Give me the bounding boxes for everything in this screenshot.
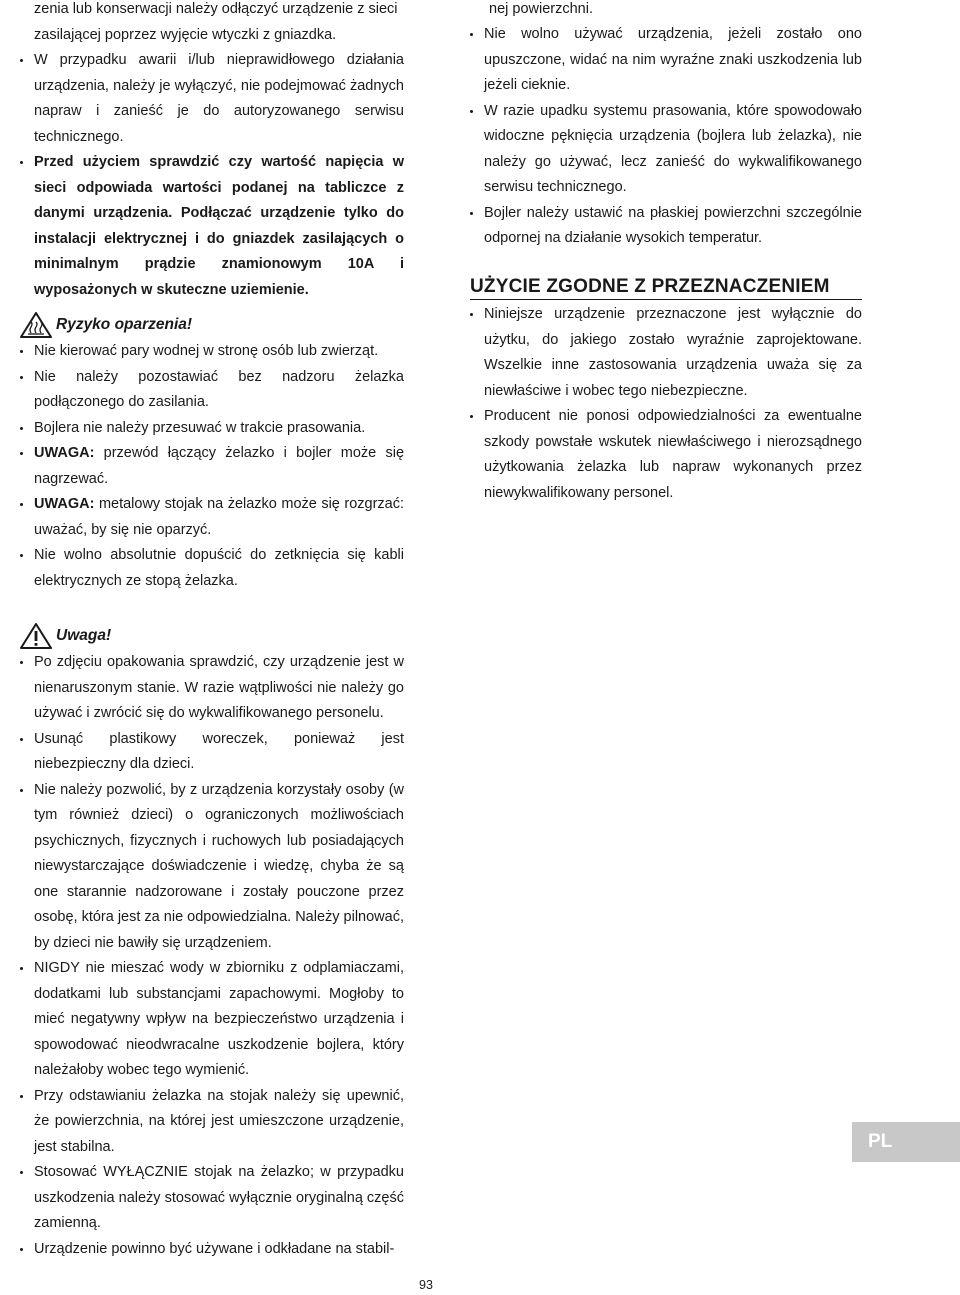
list-item: W przypadku awarii i/lub nieprawidłowego działania urządzenia, należy je wyłączyć, nie podejmować żadnych napraw i zanieść je do autoryzowanego serwisu technicznego. xyxy=(20,48,404,150)
text-line: zenia lub konserwacji należy odłączyć urządzenie z sieci xyxy=(34,1,398,17)
continued-text xyxy=(489,0,862,23)
list-item: Producent nie ponosi odpowiedzialności za ewentualne szkody powstałe wskutek niewłaściwego i nierozsądnego użytkowania żelazka lub napraw wykonanych przez niewykwalifikowany personel. xyxy=(470,404,862,506)
text-line: zasilającej poprzez wyjęcie wtyczki z gniazdka. xyxy=(34,26,337,43)
item-text: przewód łączący żelazko i bojler może się nagrzewać. xyxy=(34,445,405,487)
list-item: W razie upadku systemu prasowania, które spowodowało widoczne pęknięcia urządzenia (bojlera lub żelazka), nie należy go używać, lecz zanieść do wykwalifikowanego serwisu technicznego. xyxy=(470,99,862,201)
general-warning-section xyxy=(20,622,404,1262)
list-item: Nie wolno używać urządzenia, jeżeli zostało ono upuszczone, widać na nim wyraźne znaki uszkodzenia lub jeżeli cieknie. xyxy=(470,22,862,99)
list-item xyxy=(20,492,404,543)
safety-list xyxy=(20,48,404,303)
exclamation-warning-icon xyxy=(20,623,52,649)
list-item: Przed użyciem sprawdzić czy wartość napięcia w sieci odpowiada wartości podanej na tabliczce z danymi urządzenia. Podłączać urządzenie tylko do instalacji elektrycznej i do gniazdek zasilających o minimalnym prądzie znamionowym 10A i wyposażonych w skuteczne uziemienie. xyxy=(20,150,404,303)
general-warning-heading xyxy=(20,622,404,650)
burn-warning-section xyxy=(20,311,404,594)
section-heading: UŻYCIE ZGODNE Z PRZEZNACZENIEM xyxy=(470,276,862,300)
list-item: Nie należy pozostawiać bez nadzoru żelazka podłączonego do zasilania. xyxy=(20,365,404,416)
list-item: Bojlera nie należy przesuwać w trakcie prasowania. xyxy=(20,416,404,442)
list-item: Nie wolno absolutnie dopuścić do zetknięcia się kabli elektrycznych ze stopą żelazka. xyxy=(20,543,404,594)
uwaga-label: UWAGA: xyxy=(34,445,95,461)
page-number: 93 xyxy=(419,1278,433,1292)
text-line: nej powierzchni. xyxy=(489,1,593,17)
hot-surface-warning-icon xyxy=(20,312,52,338)
list-item: Po zdjęciu opakowania sprawdzić, czy urządzenie jest w nienaruszonym stanie. W razie wątpliwości nie należy go używać i zwrócić się do wykwalifikowanego personelu. xyxy=(20,650,404,727)
list-item: Bojler należy ustawić na płaskiej powierzchni szczególnie odpornej na działanie wysokich temperatur. xyxy=(470,201,862,252)
list-item xyxy=(20,441,404,492)
language-badge: PL xyxy=(852,1122,960,1162)
list-item: Nie kierować pary wodnej w stronę osób lub zwierząt. xyxy=(20,339,404,365)
list-item: Urządzenie powinno być używane i odkładane na stabil- xyxy=(20,1237,404,1263)
uwaga-label: UWAGA: xyxy=(34,496,95,512)
item-text: metalowy stojak na żelazko może się rozgrzać: uważać, by się nie oparzyć. xyxy=(34,496,404,538)
continued-text xyxy=(34,0,404,48)
burn-warning-title: Ryzyko oparzenia! xyxy=(56,316,193,333)
list-item: Niniejsze urządzenie przeznaczone jest wyłącznie do użytku, do jakiego zostało wyraźnie zaprojektowane. Wszelkie inne zastosowania urządzenia uważa się za niewłaściwe i wobec tego niebezpieczne. xyxy=(470,302,862,404)
list-item: Usunąć plastikowy woreczek, ponieważ jest niebezpieczny dla dzieci. xyxy=(20,727,404,778)
intended-use-section xyxy=(470,276,862,506)
burn-warning-heading xyxy=(20,311,404,339)
general-warning-title: Uwaga! xyxy=(56,627,112,644)
list-item: NIGDY nie mieszać wody w zbiorniku z odplamiaczami, dodatkami lub substancjami zapachowymi. Mogłoby to mieć negatywny wpływ na bezpieczeństwo urządzenia i spowodować nieodwracalne uszkodzenie bojlera, który należałoby wobec tego wymienić. xyxy=(20,956,404,1084)
list-item: Przy odstawianiu żelazka na stojak należy się upewnić, że powierzchnia, na której jest umieszczone urządzenie, jest stabilna. xyxy=(20,1084,404,1161)
list-item: Nie należy pozwolić, by z urządzenia korzystały osoby (w tym również dzieci) o ograniczonych możliwościach psychicznych, fizycznych i ruchowych lub posiadających niewystarczające doświadczenie i wiedzę, chyba że są one starannie nadzorowane i zostały pouczone przez osobę, która jest za nie odpowiedzialna. Należy pilnować, by dzieci nie bawiły się urządzeniem. xyxy=(20,778,404,957)
safety-list-continued xyxy=(470,22,862,252)
list-item: Stosować WYŁĄCZNIE stojak na żelazko; w przypadku uszkodzenia należy stosować wyłącznie oryginalną część zamienną. xyxy=(20,1160,404,1237)
